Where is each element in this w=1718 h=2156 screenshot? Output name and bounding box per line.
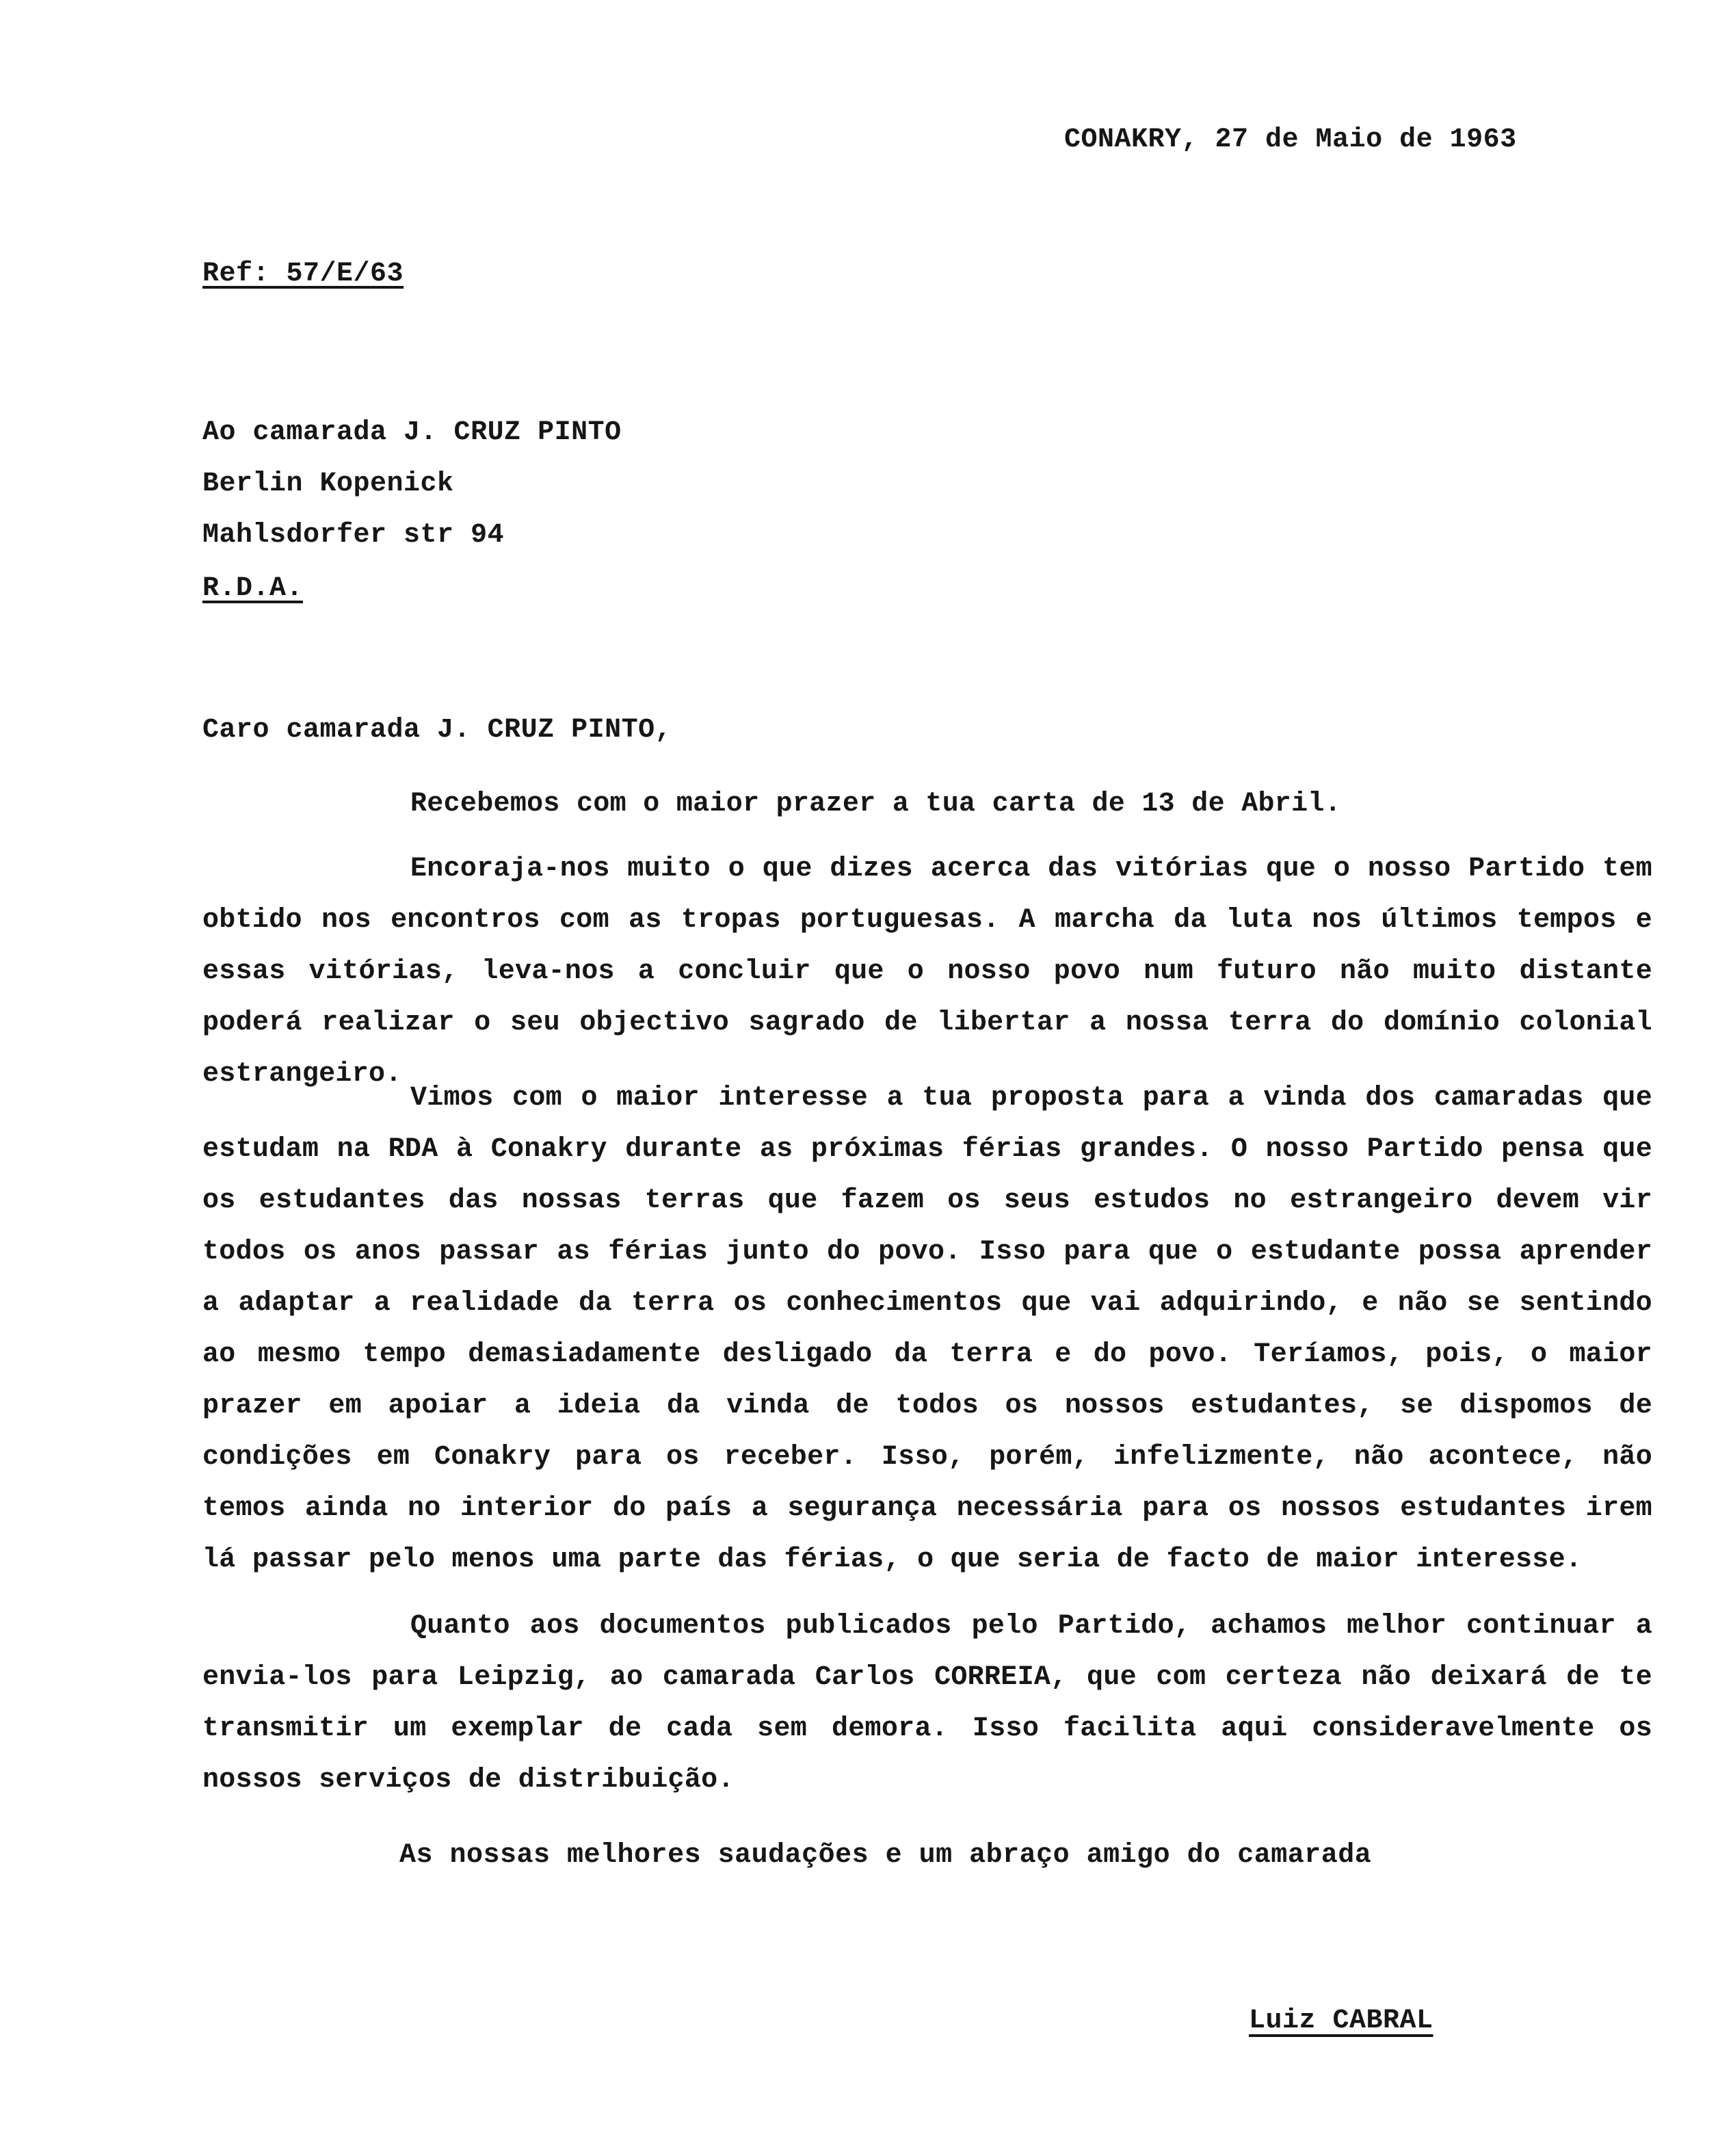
salutation: Caro camarada J. CRUZ PINTO, (202, 715, 672, 746)
signature-name: Luiz CABRAL (1249, 2006, 1433, 2036)
letter-date: CONAKRY, 27 de Maio de 1963 (1064, 124, 1517, 155)
reference-number: Ref: 57/E/63 (202, 259, 404, 289)
recipient-country: R.D.A. (202, 573, 304, 604)
recipient-street: Mahlsdorfer str 94 (202, 520, 505, 551)
paragraph-1: Recebemos com o maior prazer a tua carta de 13 de Abril. (410, 789, 1342, 819)
closing-line: As nossas melhores saudações e um abraço amigo do camarada (399, 1840, 1372, 1871)
recipient-name: Ao camarada J. CRUZ PINTO (202, 417, 622, 448)
paragraph-3: Vimos com o maior interesse a tua proposta para a vinda dos camaradas que estudam na RDA à Conakry durante as próximas férias grandes. O nosso Partido pensa que os estudantes das nossas terras que fazem os seus estudos no estrangeiro devem vir todos os anos passar as férias junto do povo. Isso para que o estudante possa aprender a adaptar a realidade da terra os conhecimentos que vai adquirindo, e não se sentindo ao mesmo tempo demasiadamente desligado da terra e do povo. Teríamos, pois, o maior prazer em apoiar a ideia da vinda de todos os nossos estudantes, se dispomos de condições em Conakry para os receber. Isso, porém, infelizmente, não acontece, não temos ainda no interior do país a segurança necessária para os nossos estudantes irem lá passar pelo menos uma parte das férias, o que seria de facto de maior interesse. (202, 1083, 1652, 1575)
recipient-city: Berlin Kopenick (202, 469, 454, 499)
paragraph-4: Quanto aos documentos publicados pelo Partido, achamos melhor continuar a envia-los para Leipzig, ao camarada Carlos CORREIA, que com certeza não deixará de te transmitir um exemplar de cada sem demora. Isso facilita aqui consideravelmente os nossos serviços de distribuição. (202, 1611, 1652, 1796)
paragraph-2: Encoraja-nos muito o que dizes acerca das vitórias que o nosso Partido tem obtido nos encontros com as tropas portuguesas. A marcha da luta nos últimos tempos e essas vitórias, leva-nos a concluir que o nosso povo num futuro não muito distante poderá realizar o seu objectivo sagrado de libertar a nossa terra do domínio colonial estrangeiro. (202, 854, 1652, 1090)
